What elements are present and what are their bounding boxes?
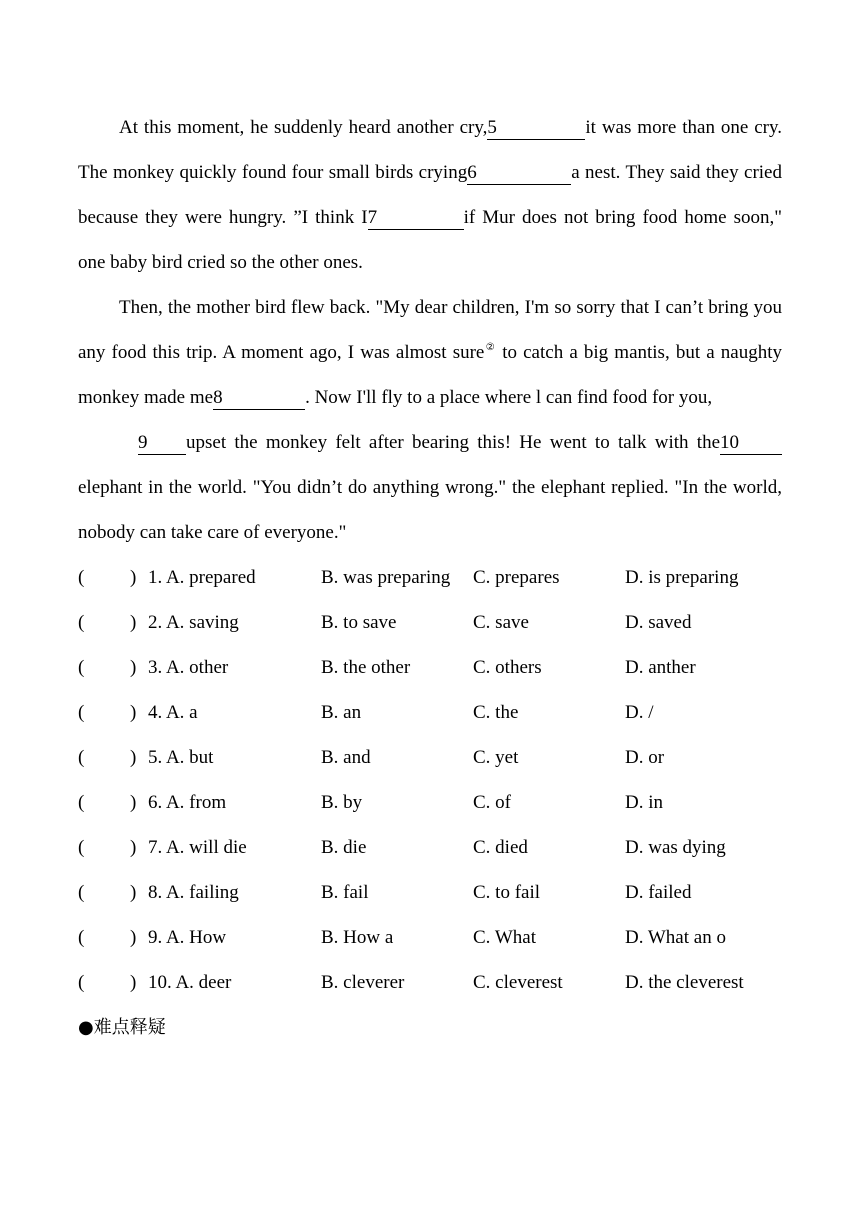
question-row: [78, 870, 782, 915]
option-a: 6. A. from: [148, 792, 227, 813]
option-b: B. to save: [321, 612, 397, 633]
answer-slot[interactable]: ( ): [78, 792, 137, 813]
option-b: B. How a: [321, 927, 394, 948]
section-heading: ●难点释疑: [78, 1017, 166, 1038]
option-c: C. What: [473, 927, 536, 948]
option-a: 9. A. How: [148, 927, 227, 948]
question-list: [78, 555, 782, 1005]
blank-7: 7: [368, 207, 464, 230]
option-a: 5. A. but: [148, 747, 214, 768]
option-b: B. by: [321, 792, 363, 813]
passage-text: upset the monkey felt after bearing this! He went to talk with the: [186, 432, 720, 453]
footnote-marker: ②: [484, 342, 497, 353]
question-row: [78, 690, 782, 735]
option-d: D. failed: [625, 882, 692, 903]
option-c: C. save: [473, 612, 529, 633]
answer-slot[interactable]: ( ): [78, 657, 137, 678]
passage-text: . Now I'll fly to a place where l can find food for you,: [305, 387, 713, 408]
blank-5: 5: [487, 117, 585, 140]
answer-slot[interactable]: ( ): [78, 702, 137, 723]
option-c: C. the: [473, 702, 519, 723]
passage-text: it was more than one cry. The monkey quickly found four small birds crying: [78, 117, 782, 183]
blank-10: 10: [720, 432, 782, 455]
question-row: [78, 780, 782, 825]
option-d: D. or: [625, 747, 665, 768]
option-c: C. prepares: [473, 567, 560, 588]
option-d: D. the cleverest: [625, 972, 744, 993]
question-row: [78, 555, 782, 600]
option-b: B. cleverer: [321, 972, 405, 993]
option-c: C. of: [473, 792, 511, 813]
option-a: 1. A. prepared: [148, 567, 256, 588]
blank-9: 9: [138, 432, 186, 455]
passage-paragraph-2: [78, 285, 782, 420]
option-b: B. the other: [321, 657, 411, 678]
question-row: [78, 915, 782, 960]
option-b: B. and: [321, 747, 371, 768]
option-d: D. in: [625, 792, 663, 813]
option-a: 7. A. will die: [148, 837, 247, 858]
answer-slot[interactable]: ( ): [78, 972, 137, 993]
question-row: [78, 645, 782, 690]
document-page: [78, 105, 782, 1050]
option-a: 4. A. a: [148, 702, 198, 723]
option-d: D. anther: [625, 657, 696, 678]
option-b: B. an: [321, 702, 362, 723]
answer-slot[interactable]: ( ): [78, 927, 137, 948]
option-a: 10. A. deer: [148, 972, 232, 993]
answer-slot[interactable]: ( ): [78, 747, 137, 768]
answer-slot[interactable]: ( ): [78, 567, 137, 588]
option-d: D. /: [625, 702, 654, 723]
question-row: [78, 735, 782, 780]
passage-text: if Mur does not bring food home soon," one baby bird cried so the other ones.: [78, 207, 782, 273]
passage-paragraph-1: [78, 105, 782, 285]
passage-text: At this moment, he suddenly heard another cry,: [119, 117, 488, 138]
option-d: D. was dying: [625, 837, 726, 858]
option-c: C. cleverest: [473, 972, 563, 993]
passage-text: a nest. They said they cried because they were hungry. ”I think I: [78, 162, 782, 228]
option-c: C. died: [473, 837, 528, 858]
question-row: [78, 825, 782, 870]
passage-text: to catch a big mantis, but a naughty monkey made me: [78, 342, 782, 408]
option-a: 8. A. failing: [148, 882, 239, 903]
option-d: D. saved: [625, 612, 692, 633]
blank-8: 8: [213, 387, 305, 410]
option-b: B. die: [321, 837, 367, 858]
passage-text: elephant in the world. "You didn’t do anything wrong." the elephant replied. "In the world, nobody can take care of everyone.": [78, 477, 782, 543]
option-c: C. others: [473, 657, 542, 678]
option-a: 3. A. other: [148, 657, 229, 678]
answer-slot[interactable]: ( ): [78, 837, 137, 858]
passage-text: Then, the mother bird flew back. "My dear children, I'm so sorry that I can’t bring you any food this trip. A moment ago, I was almost sure: [78, 297, 782, 363]
passage-paragraph-3: [78, 420, 782, 555]
blank-6: 6: [467, 162, 571, 185]
option-c: C. yet: [473, 747, 519, 768]
option-b: B. fail: [321, 882, 369, 903]
option-b: B. was preparing: [321, 567, 451, 588]
answer-slot[interactable]: ( ): [78, 612, 137, 633]
option-d: D. is preparing: [625, 567, 739, 588]
option-d: D. What an o: [625, 927, 726, 948]
question-row: [78, 960, 782, 1005]
option-c: C. to fail: [473, 882, 541, 903]
option-a: 2. A. saving: [148, 612, 239, 633]
question-row: [78, 600, 782, 645]
answer-slot[interactable]: ( ): [78, 882, 137, 903]
